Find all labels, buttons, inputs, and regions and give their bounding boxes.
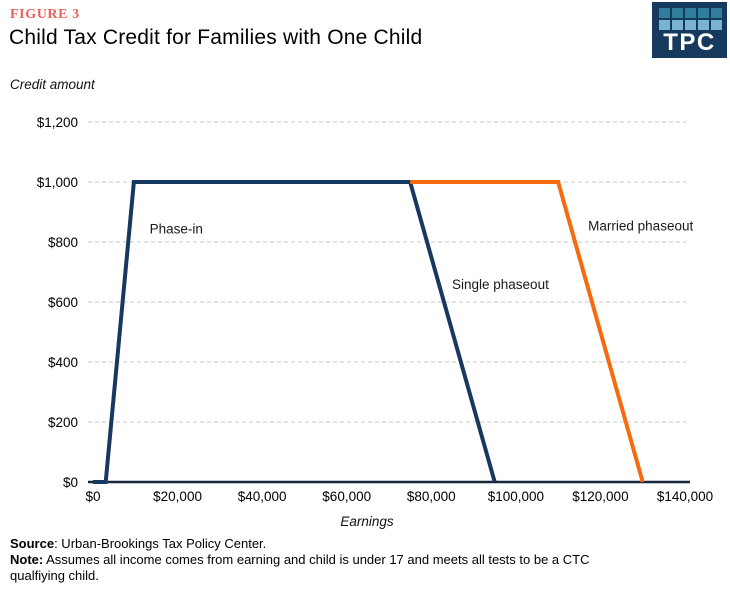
y-tick-label: $600 <box>47 295 78 310</box>
source-label: Source <box>10 536 55 551</box>
x-tick-label: $140,000 <box>656 489 714 504</box>
x-tick-label: $0 <box>85 489 101 504</box>
note-label: Note: <box>10 552 44 567</box>
y-tick-label: $800 <box>47 235 78 250</box>
x-tick-label: $60,000 <box>322 489 372 504</box>
x-tick-label: $40,000 <box>237 489 287 504</box>
y-tick-label: $1,200 <box>36 115 78 130</box>
note-text: Assumes all income comes from earning and child is under 17 and meets all tests to be a CTC qualfiying child. <box>10 552 590 583</box>
source-text: : Urban-Brookings Tax Policy Center. <box>54 536 267 551</box>
y-tick-label: $0 <box>62 475 78 490</box>
y-tick-label: $200 <box>47 415 78 430</box>
figure-number-label: FIGURE 3 <box>10 7 80 22</box>
chart-title: Child Tax Credit for Families with One Child <box>9 26 423 49</box>
x-tick-label: $120,000 <box>572 489 629 504</box>
y-axis-title: Credit amount <box>10 77 95 92</box>
note-line <box>10 552 595 584</box>
tpc-logo-text: TPC <box>663 29 716 56</box>
y-tick-label: $400 <box>47 355 78 370</box>
annotation-phase-in: Phase-in <box>149 221 203 237</box>
x-tick-label: $20,000 <box>153 489 202 504</box>
annotation-married-phaseout: Married phaseout <box>588 218 694 234</box>
x-tick-label: $100,000 <box>487 489 545 504</box>
footnotes <box>10 536 595 584</box>
source-line <box>10 536 595 552</box>
y-tick-label: $1,000 <box>36 175 78 190</box>
x-axis-title: Earnings <box>340 514 394 529</box>
annotation-single-phaseout: Single phaseout <box>452 277 549 292</box>
x-tick-label: $80,000 <box>406 489 456 504</box>
